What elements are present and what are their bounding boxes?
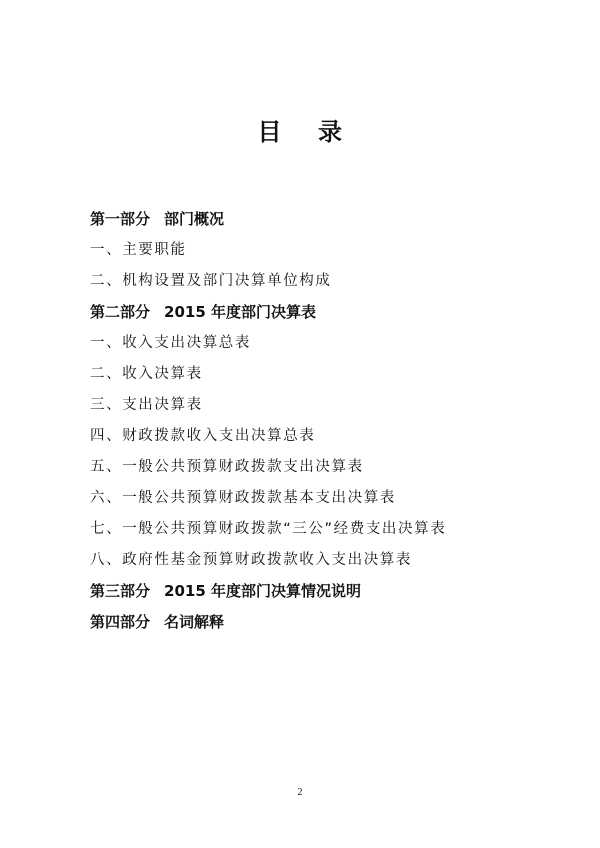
page-number: 2	[297, 787, 303, 798]
toc-part-1	[90, 204, 570, 235]
toc-part-text: 2015 年度部门决算表	[164, 303, 316, 321]
title-char-1: 目	[257, 117, 282, 146]
toc-part-label: 第四部分	[90, 613, 151, 631]
toc-part-text: 部门概况	[164, 210, 225, 228]
toc-part-text: 2015 年度部门决算情况说明	[164, 582, 361, 600]
toc-item: 三、支出决算表	[90, 397, 203, 413]
toc-part-text: 名词解释	[164, 613, 225, 631]
table-of-contents	[90, 204, 570, 638]
toc-item: 五、一般公共预算财政拨款支出决算表	[90, 459, 364, 475]
toc-part-label: 第一部分	[90, 210, 151, 228]
page-title	[0, 112, 600, 147]
toc-part-3	[90, 576, 570, 607]
title-char-2: 录	[318, 117, 343, 146]
toc-item: 四、财政拨款收入支出决算总表	[90, 428, 316, 444]
toc-item: 一、主要职能	[90, 242, 187, 258]
toc-part-label: 第二部分	[90, 303, 151, 321]
toc-part-2	[90, 297, 570, 328]
toc-item: 一、收入支出决算总表	[90, 335, 251, 351]
toc-item: 八、政府性基金预算财政拨款收入支出决算表	[90, 552, 412, 568]
toc-item: 六、一般公共预算财政拨款基本支出决算表	[90, 490, 396, 506]
toc-item: 七、一般公共预算财政拨款“三公”经费支出决算表	[90, 521, 447, 537]
toc-item: 二、机构设置及部门决算单位构成	[90, 273, 332, 289]
toc-item: 二、收入决算表	[90, 366, 203, 382]
toc-part-4	[90, 607, 570, 638]
toc-part-label: 第三部分	[90, 582, 151, 600]
